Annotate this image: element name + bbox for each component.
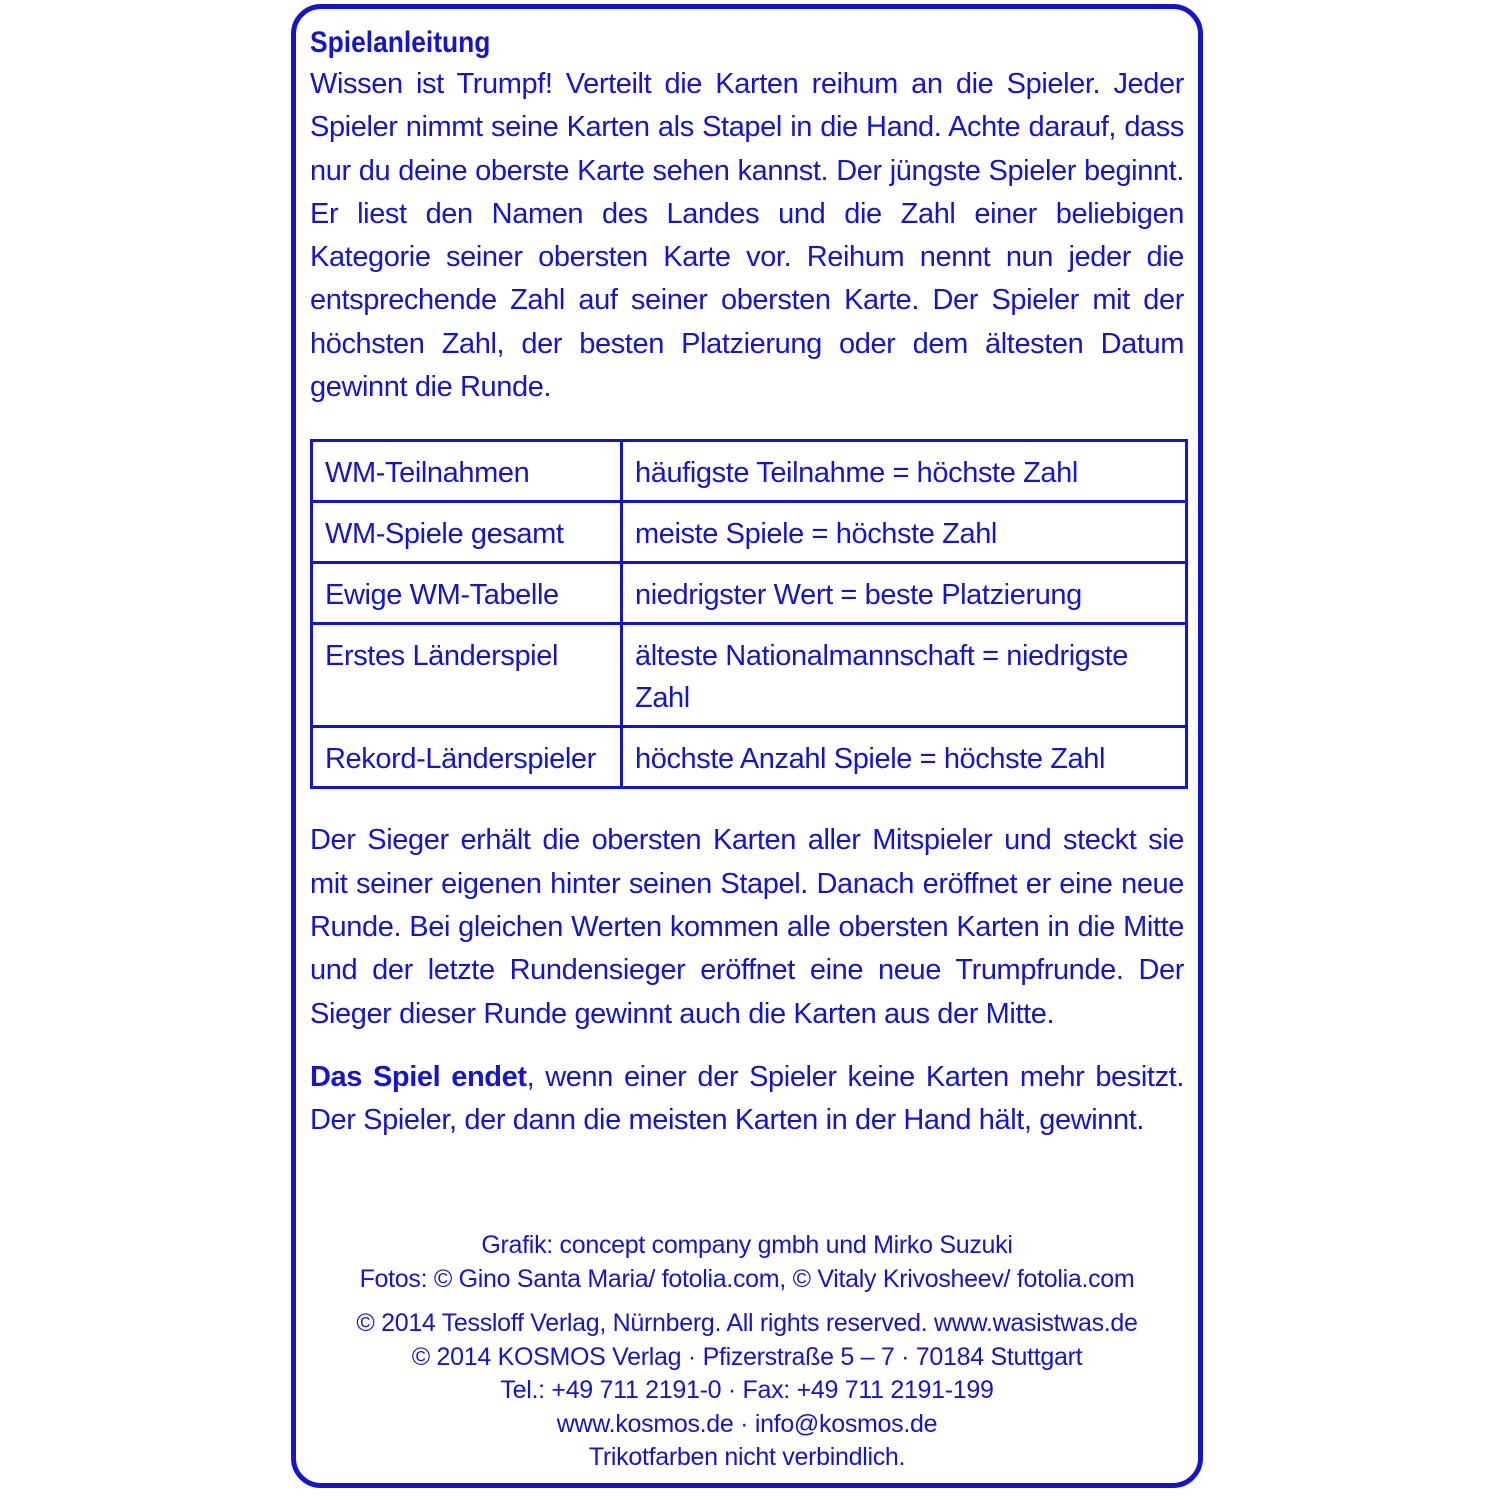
rule-cell: älteste Nationalmannschaft = niedrigste Zahl xyxy=(622,624,1187,727)
ending-paragraph xyxy=(310,1056,1184,1143)
copyright-kosmos: © 2014 KOSMOS Verlag · Pfizerstraße 5 – 7 · 70184 Stuttgart xyxy=(411,1342,1083,1371)
credit-grafik: Grafik: concept company gmbh und Mirko Suzuki xyxy=(481,1231,1013,1259)
category-cell: WM-Teilnahmen xyxy=(312,441,622,502)
table-row xyxy=(312,727,1187,788)
disclaimer: Trikotfarben nicht verbindlich. xyxy=(588,1443,906,1471)
category-cell: WM-Spiele gesamt xyxy=(312,502,622,563)
table-row xyxy=(312,563,1187,624)
intro-paragraph: Wissen ist Trumpf! Verteilt die Karten reihum an die Spieler. Jeder Spieler nimmt seine Karten als Stapel in die Hand. Achte darauf, dass nur du deine oberste Karte sehen kannst. Der jüngste Spieler beginnt. Er liest den Namen des Landes und die Zahl einer beliebigen Kategorie seiner obersten Karte vor. Reihum nennt nun jeder die entsprechende Zahl auf seiner obersten Karte. Der Spieler mit der höchsten Zahl, der besten Platzierung oder dem ältesten Datum gewinnt die Runde. xyxy=(310,68,1184,404)
rule-cell: höchste Anzahl Spiele = höchste Zahl xyxy=(622,727,1187,788)
contact-web: www.kosmos.de · info@kosmos.de xyxy=(556,1409,938,1438)
instruction-card xyxy=(291,4,1203,1488)
credit-fotos: Fotos: © Gino Santa Maria/ fotolia.com, © Vitaly Krivosheev/ fotolia.com xyxy=(359,1264,1135,1293)
card-content xyxy=(310,23,1184,1142)
rules-table xyxy=(310,439,1188,789)
category-cell: Rekord-Länderspieler xyxy=(312,727,622,788)
winner-paragraph: Der Sieger erhält die obersten Karten aller Mitspieler und steckt sie mit seiner eigenen hinter seinen Stapel. Danach eröffnet er eine neue Runde. Bei gleichen Werten kommen alle obersten Karten in die Mitte und der letzte Rundensieger eröffnet eine neue Trumpfrunde. Der Sieger dieser Runde gewinnt auch die Karten aus der Mitte. xyxy=(310,824,1184,1030)
rule-cell: häufigste Teilnahme = höchste Zahl xyxy=(622,441,1187,502)
credits-block xyxy=(310,1229,1184,1475)
ending-text: , wenn einer der Spieler keine Karten mehr besitzt. Der Spieler, der dann die meisten Karten in der Hand hält, gewinnt. xyxy=(310,1060,1184,1137)
table-row xyxy=(312,624,1187,727)
rule-cell: niedrigster Wert = beste Platzierung xyxy=(622,563,1187,624)
copyright-tessloff: © 2014 Tessloff Verlag, Nürnberg. All rights reserved. www.wasistwas.de xyxy=(356,1309,1138,1337)
table-row xyxy=(312,502,1187,563)
table-row xyxy=(312,441,1187,502)
card-title: Spielanleitung xyxy=(310,26,491,59)
category-cell: Ewige WM-Tabelle xyxy=(312,563,622,624)
contact-phone: Tel.: +49 711 2191-0 · Fax: +49 711 2191-199 xyxy=(500,1376,994,1404)
credits-spacer xyxy=(310,1296,1184,1307)
rule-cell: meiste Spiele = höchste Zahl xyxy=(622,502,1187,563)
ending-emphasis: Das Spiel endet xyxy=(310,1060,527,1093)
category-cell: Erstes Länderspiel xyxy=(312,624,622,727)
